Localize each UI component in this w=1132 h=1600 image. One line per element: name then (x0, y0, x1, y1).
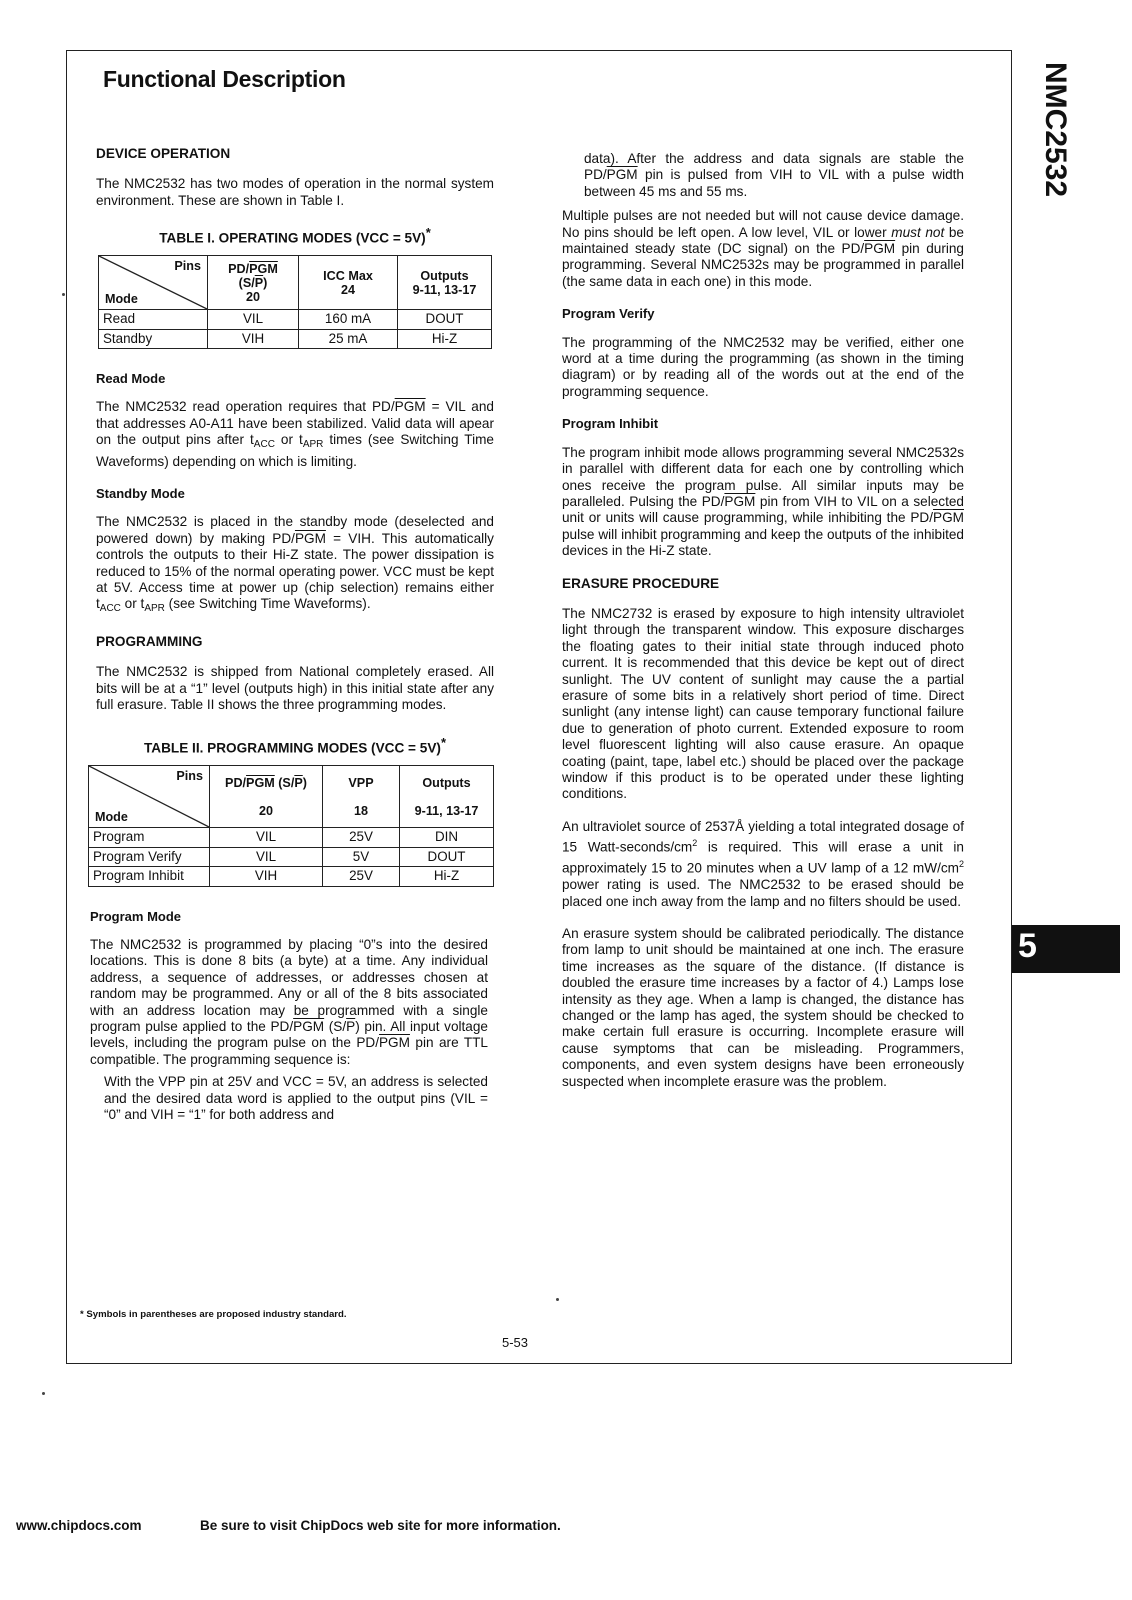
erasure-procedure-heading: ERASURE PROCEDURE (562, 575, 720, 591)
table1-col-pdpgm: $PD/\overline{PGM}$ $(S/\overline{P})$ 20 (208, 256, 299, 310)
page-number: 5-53 (502, 1335, 529, 1350)
program-mode-text: The NMC2532 is programmed by placing “0”s into the desired locations. This is done 8 bits (a byte) at a time. Any individual address, a sequence of addresses, or addresses chosen at random may be programmed. Any or all of the 8 bits associated with an address location may be programmed with a single program pulse applied to the $PD/\overline{PGM}$ $(S/\overline{P})$ pin. All input voltage levels, including the program pulse on the $PD/\overline{PGM}$ pin are TTL compatible. The programming sequence is: (90, 937, 488, 1067)
section-tab-number: 5 (1018, 927, 1037, 965)
table2-col-pdpgm: $PD/\overline{PGM}$ $(S/\overline{P})$ 20 (210, 766, 323, 828)
scan-speck (556, 1298, 559, 1301)
right-column (562, 151, 964, 1106)
table-row: Program Verify VIL 5V DOUT (89, 847, 494, 866)
program-verify-text: The programming of the NMC2532 may be verified, either one word at a time during the programming (as shown in the timing diagram) or by reading all of the words out at the end of the programming sequence. (562, 334, 964, 399)
program-sequence-continued: data). After the address and data signals are stable the $PD/\overline{PGM}$ pin is pulsed from VIH to VIL with a pulse width between 45 ms and 55 ms. (584, 151, 964, 199)
footer-url[interactable]: www.chipdocs.com (16, 1518, 142, 1533)
scan-speck (62, 293, 65, 296)
program-inhibit-text: The program inhibit mode allows programming several NMC2532s in parallel with different data for each one by controlling which ones receive the program pulse. All similar inputs may be paralleled. Pulsing the $PD/\overline{PGM}$ pin from VIH to VIL on a selected unit or units will cause programming, while inhibiting the $PD/\overline{PGM}$ pulse will inhibit programming and keep the outputs of the inhibited devices in the Hi-Z state. (562, 444, 964, 559)
table2-pins-label: Pins (176, 769, 203, 784)
scan-speck (42, 1392, 45, 1395)
section-tab (1012, 925, 1120, 973)
table2-col-outputs: Outputs 9-11, 13-17 (400, 766, 494, 828)
table-row: Program Inhibit VIH 25V Hi-Z (89, 867, 494, 886)
erasure-text-3: An erasure system should be calibrated periodically. The distance from lamp to unit should be maintained at one inch. The erasure time increases as the square of the distance. (If distance is doubled the erasure time increases by a factor of 4.) Lamps lose intensity as they age. When a lamp is changed, the distance has changed or the lamp has aged, the system should be checked to make certain full erasure is occurring. Incomplete erasure will cause symptoms that can be misleading. Programmers, components, and even system designs have been erroneously suspected when incomplete erasure was the problem. (562, 925, 964, 1089)
table1-pins-label: Pins (174, 259, 201, 274)
table2-mode-label: Mode (95, 810, 128, 824)
table2-corner-cell (89, 766, 210, 828)
table2-col-vpp: VPP 18 (323, 766, 400, 828)
table1-col-outputs: Outputs 9-11, 13-17 (398, 256, 492, 310)
erasure-text-2: An ultraviolet source of 2537Å yielding a total integrated dosage of 15 Watt-$seconds/cm^2$ is required. This will erase a unit in approximately 15 to 20 minutes when a UV lamp of a 12 $mW/cm^2$ power rating is used. The NMC2532 to be erased should be placed one inch away from the lamp and no filters should be used. (562, 818, 964, 909)
standby-mode-text: The NMC2532 is placed in the standby mode (deselected and powered down) by making $PD/\overline{PGM}$ = VIH. This automatically controls the outputs to their Hi-Z state. The power dissipation is reduced to 15% of the normal operating power. VCC must be kept at 5V. Access time at power up (chip selection) remains either $t_{ACC}$ or $t_{APR}$ (see Switching Time Waveforms). (96, 514, 494, 615)
device-operation-heading: DEVICE OPERATION (96, 146, 231, 161)
program-verify-heading: Program Verify (562, 306, 655, 322)
standby-mode-heading: Standby Mode (96, 486, 185, 501)
program-mode-heading: Program Mode (90, 908, 182, 924)
table1-corner-cell (99, 256, 208, 310)
multiple-pulses-text: Multiple pulses are not needed but will not cause device damage. No pins should be left open. A low level, VIL or lower must not be maintained steady state (DC signal) on the $PD/\overline{PGM}$ pin during programming. Several NMC2532s may be programmed in parallel (the same data in each one) in this mode. (562, 208, 964, 289)
table-row: Program VIL 25V DIN (89, 828, 494, 847)
page-title: Functional Description (103, 66, 346, 92)
programming-text: The NMC2532 is shipped from National completely erased. All bits will be at a “1” level (outputs high) in this initial state after any full erasure. Table II shows the three programming modes. (96, 664, 494, 713)
erasure-text-1: The NMC2732 is erased by exposure to high intensity ultraviolet light through the transparent window. This exposure discharges the floating gates to their initial state through induced photo current. It is recommended that this device be kept out of direct sunlight. The UV content of sunlight may cause the a partial erasure of some bits in a relatively short period of time. Direct sunlight (any intense light) can cause temporary functional failure due to generation of photo current. Extended exposure to room level fluorescent lighting will also cause erasure. An opaque coating (paint, tape, label etc.) should be placed over the package window if this product is to be operated under these lighting conditions. (562, 605, 964, 802)
program-sequence-text: With the VPP pin at 25V and VCC = 5V, an address is selected and the desired data word is applied to the output pins (VIL = “0” and VIH = “1” for both address and (104, 1074, 488, 1123)
frame-right-rule (1011, 50, 1012, 1364)
left-column (90, 146, 494, 1124)
operating-modes-table (98, 255, 492, 349)
programming-heading: PROGRAMMING (96, 633, 203, 649)
table1-col-icc: ICC Max 24 (299, 256, 398, 310)
footer-note: Be sure to visit ChipDocs web site for more information. (200, 1518, 561, 1533)
table2-title: TABLE II. PROGRAMMING MODES (VCC = 5V)* (143, 735, 446, 756)
vertical-part-number: NMC2532 (1039, 62, 1072, 198)
program-inhibit-heading: Program Inhibit (562, 416, 659, 432)
device-operation-text: The NMC2532 has two modes of operation in the normal system environment. These are shown in Table I. (96, 176, 494, 208)
read-mode-heading: Read Mode (96, 370, 166, 386)
table-row: Read VIL 160 mA DOUT (99, 310, 492, 329)
table1-title: TABLE I. OPERATING MODES (VCC = 5V)* (159, 225, 431, 246)
table-row: Standby VIH 25 mA Hi-Z (99, 329, 492, 348)
programming-modes-table (88, 765, 494, 886)
footnote: * Symbols in parentheses are proposed industry standard. (80, 1309, 347, 1320)
read-mode-text: The NMC2532 read operation requires that $PD/\overline{PGM}$ = VIL and that addresses A0-A11 have been stabilized. Valid data will apear on the output pins after $t_{ACC}$ or $t_{APR}$ times (see Switching Time Waveforms) depending on which is limiting. (96, 399, 494, 469)
table1-mode-label: Mode (105, 291, 138, 306)
